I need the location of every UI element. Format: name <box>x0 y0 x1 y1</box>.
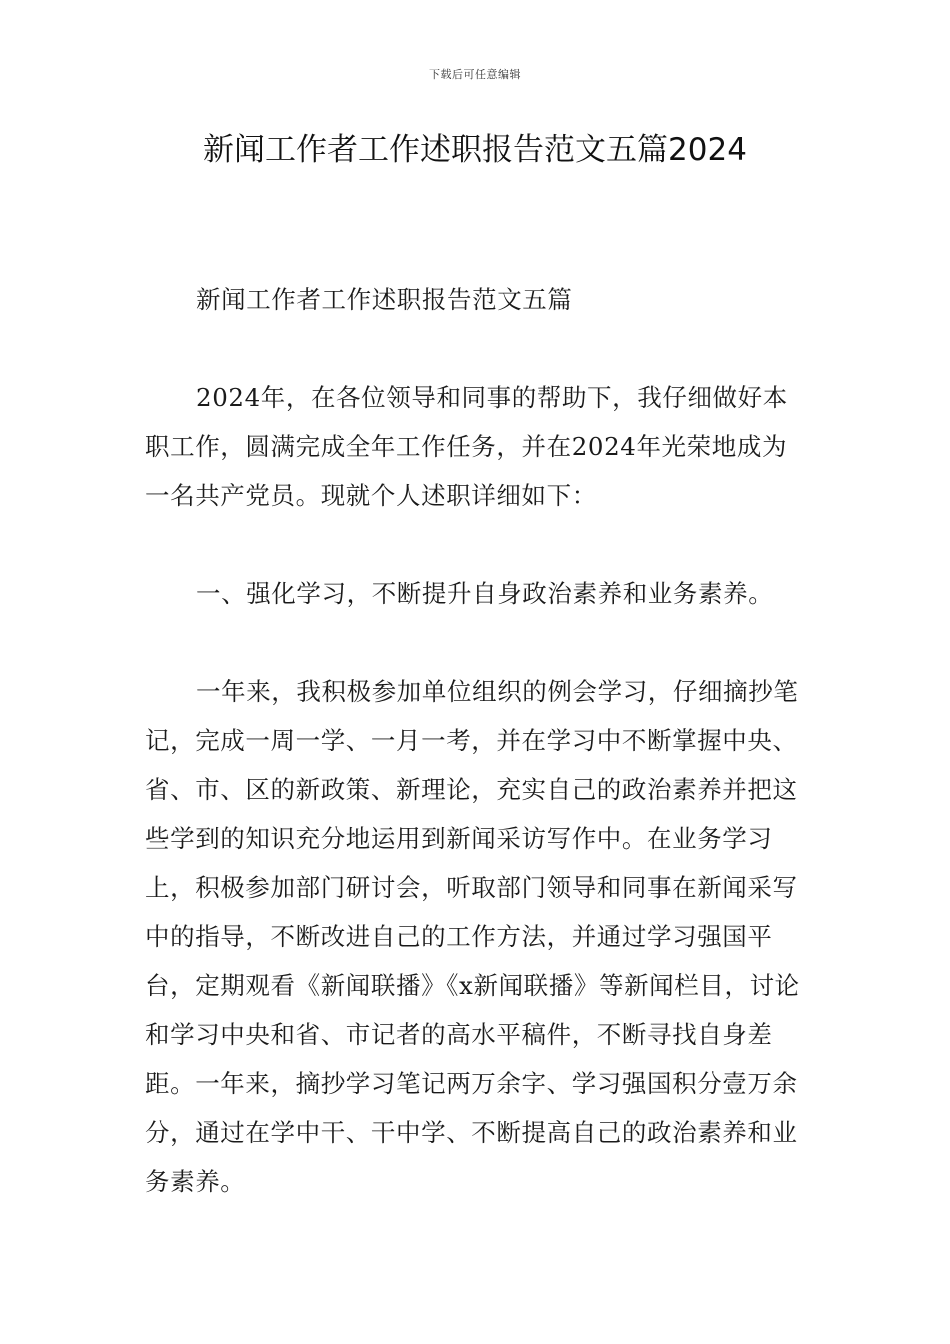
intro-paragraph: 2024年，在各位领导和同事的帮助下，我仔细做好本职工作，圆满完成全年工作任务，并在2024年光荣地成为一名共产党员。现就个人述职详细如下： <box>145 383 788 510</box>
document-subtitle: 新闻工作者工作述职报告范文五篇 <box>196 285 573 314</box>
section-heading: 一、强化学习，不断提升自身政治素养和业务素养。 <box>196 579 774 608</box>
section-body-paragraph: 一年来，我积极参加单位组织的例会学习，仔细摘抄笔记，完成一周一学、一月一考，并在学习中不断掌握中央、省、市、区的新政策、新理论，充实自己的政治素养并把这些学到的知识充分地运用到新闻采访写作中。在业务学习上，积极参加部门研讨会，听取部门领导和同事在新闻采写中的指导，不断改进自己的工作方法，并通过学习强国平台，定期观看《新闻联播》《x新闻联播》等新闻栏目，讨论和学习中央和省、市记者的高水平稿件，不断寻找自身差距。一年来，摘抄学习笔记两万余字、学习强国积分壹万余分，通过在学中干、干中学、不断提高自己的政治素养和业务素养。 <box>145 677 800 1196</box>
header-note: 下载后可任意编辑 <box>429 68 521 81</box>
document-title: 新闻工作者工作述职报告范文五篇2024 <box>203 132 747 168</box>
